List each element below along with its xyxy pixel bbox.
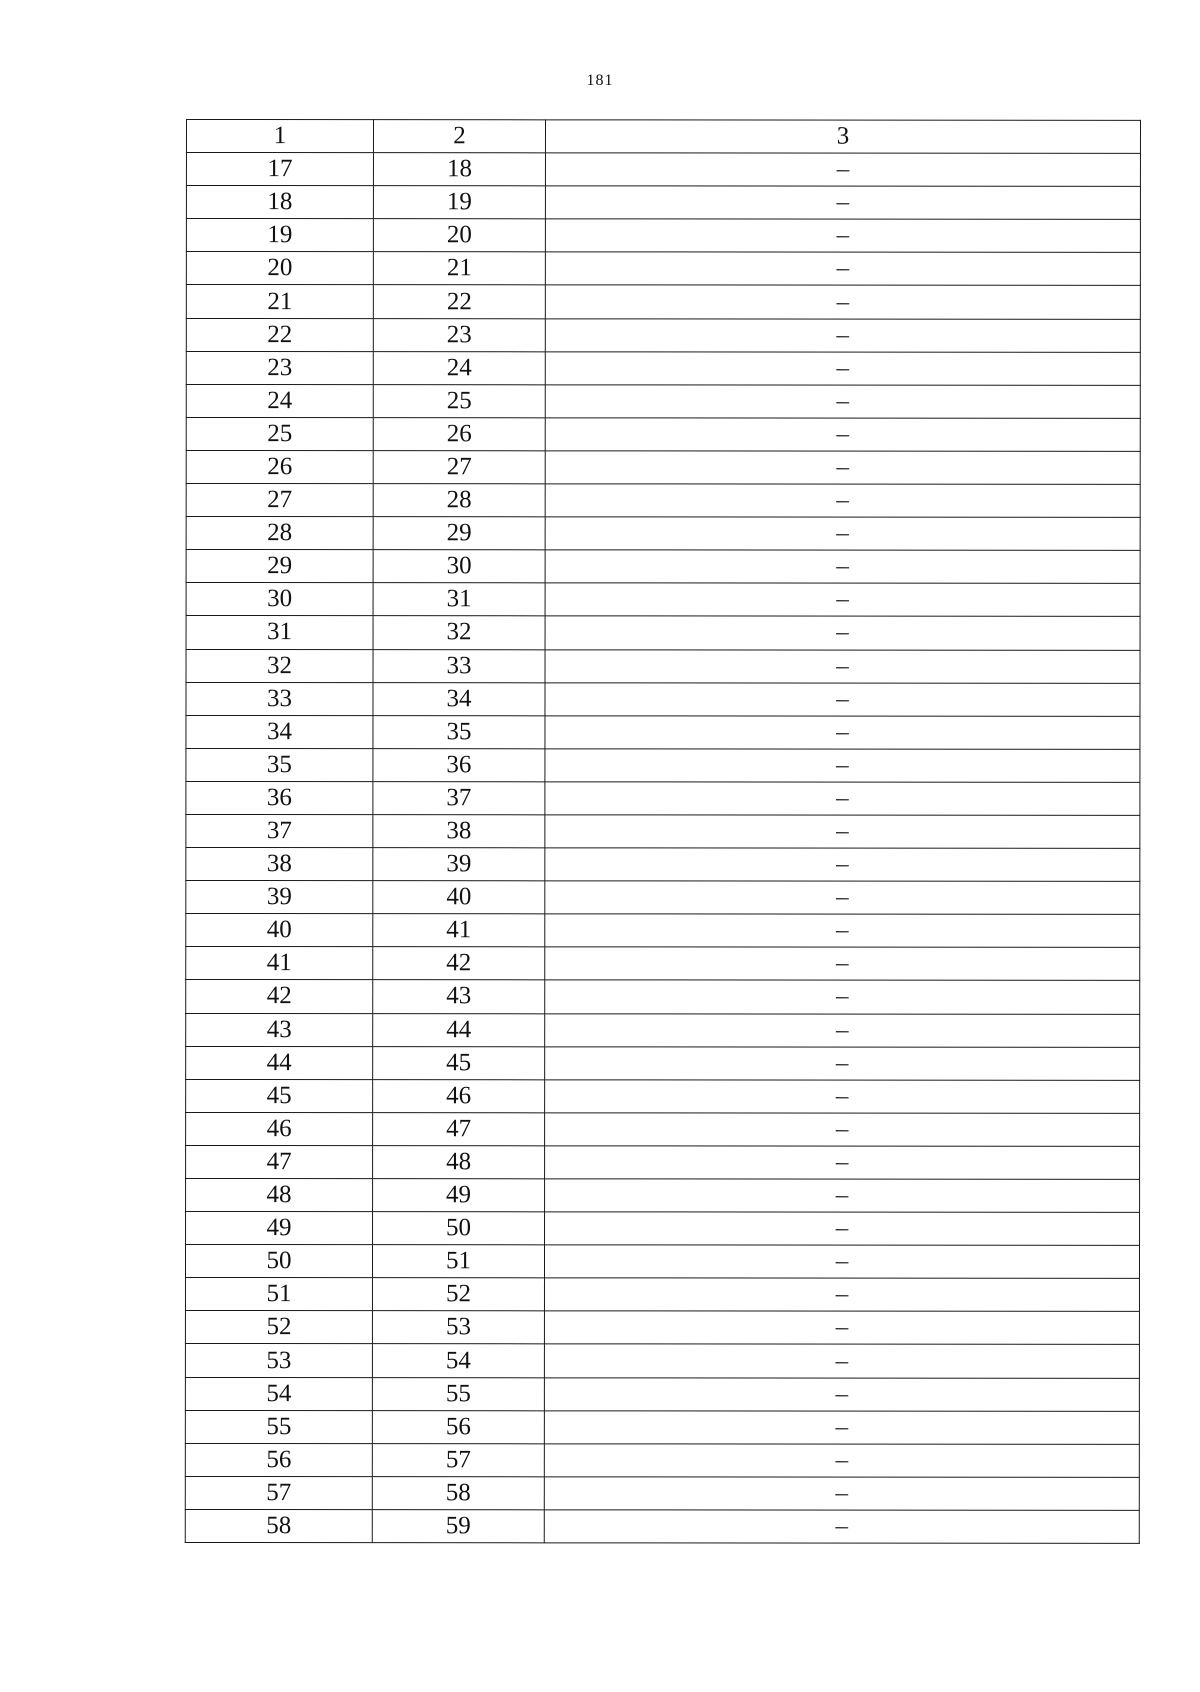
table-row [186, 583, 1140, 617]
table-row [186, 682, 1140, 716]
table-cell-col-3: – [545, 418, 1140, 452]
table-cell-col-1: 52 [185, 1311, 372, 1344]
table-cell-col-1: 45 [186, 1079, 373, 1112]
table-row [185, 1344, 1139, 1378]
table-cell-col-1: 30 [186, 583, 373, 616]
table-cell-col-2: 55 [372, 1377, 544, 1410]
table-cell-col-1: 33 [186, 682, 373, 715]
table-cell-col-2: 19 [373, 186, 545, 219]
table-cell-col-3: – [545, 1113, 1140, 1147]
table-cell-col-3: – [544, 1444, 1139, 1478]
table-row [186, 153, 1140, 187]
table-row [186, 748, 1140, 782]
table-cell-col-1: 56 [185, 1443, 372, 1476]
table-cell-col-1: 47 [186, 1145, 373, 1178]
table-cell-col-3: – [545, 1146, 1140, 1180]
table-cell-col-2: 59 [372, 1510, 544, 1543]
table-cell-col-2: 22 [373, 285, 545, 318]
table-cell-col-1: 36 [186, 781, 373, 814]
table-cell-col-2: 34 [373, 682, 545, 715]
table-row [185, 1410, 1139, 1444]
table-row [186, 517, 1140, 551]
table-cell-col-1: 19 [186, 219, 373, 252]
table-row [186, 814, 1140, 848]
table-cell-col-1: 55 [185, 1410, 372, 1443]
table-cell-col-2: 18 [373, 153, 545, 186]
table-cell-col-1: 40 [186, 914, 373, 947]
table-cell-col-2: 53 [372, 1311, 544, 1344]
table-cell-col-3: – [545, 385, 1140, 419]
table-cell-col-1: 49 [186, 1212, 373, 1245]
table-cell-col-2: 48 [373, 1146, 545, 1179]
table-cell-col-2: 56 [372, 1410, 544, 1443]
table-row [186, 450, 1140, 484]
table-cell-col-3: – [545, 716, 1140, 750]
table-cell-col-2: 43 [373, 980, 545, 1013]
table-cell-col-2: 44 [373, 1013, 545, 1046]
table-cell-col-3: – [545, 252, 1140, 286]
table-cell-col-3: – [545, 186, 1140, 220]
table-cell-col-2: 27 [373, 451, 545, 484]
table-cell-col-1: 50 [185, 1245, 372, 1278]
table-cell-col-2: 24 [373, 351, 545, 384]
table-row [186, 351, 1140, 385]
table-row [185, 1278, 1139, 1312]
table-cell-col-2: 45 [373, 1046, 545, 1079]
table-row [186, 1179, 1140, 1213]
table-cell-col-2: 26 [373, 418, 545, 451]
table-row [186, 252, 1140, 286]
table-cell-col-1: 28 [186, 517, 373, 550]
table-row [186, 1013, 1140, 1047]
table-cell-col-1: 54 [185, 1377, 372, 1410]
table-cell-col-3: – [545, 1179, 1140, 1213]
table-cell-col-3: – [545, 749, 1140, 783]
table-row [186, 318, 1140, 352]
table-cell-col-3: – [545, 947, 1140, 981]
table-cell-col-3: – [544, 1377, 1139, 1411]
table-cell-col-2: 33 [373, 649, 545, 682]
table-cell-col-1: 22 [186, 318, 373, 351]
table-cell-col-2: 37 [373, 782, 545, 815]
table-row [185, 1509, 1139, 1543]
table-cell-col-2: 58 [372, 1477, 544, 1510]
table-cell-col-3: – [544, 1510, 1139, 1544]
table-row [186, 219, 1140, 253]
table-cell-col-1: 20 [186, 252, 373, 285]
data-table [185, 119, 1141, 1544]
table-cell-col-3: – [545, 517, 1140, 551]
table-cell-col-3: – [545, 451, 1140, 485]
table-cell-col-3: – [545, 682, 1140, 716]
table-cell-col-2: 40 [373, 881, 545, 914]
table-body [185, 153, 1140, 1544]
table-row [186, 1112, 1140, 1146]
table-cell-col-2: 20 [373, 219, 545, 252]
table-cell-col-3: – [545, 219, 1140, 253]
table-cell-col-2: 29 [373, 517, 545, 550]
table-cell-col-1: 32 [186, 649, 373, 682]
table-cell-col-1: 31 [186, 616, 373, 649]
table-cell-col-1: 43 [186, 1013, 373, 1046]
table-cell-col-2: 31 [373, 583, 545, 616]
table-cell-col-3: – [545, 782, 1140, 816]
table-cell-col-1: 21 [186, 285, 373, 318]
table-row [186, 417, 1140, 451]
table-cell-col-1: 29 [186, 550, 373, 583]
table-cell-col-2: 21 [373, 252, 545, 285]
table-cell-col-2: 39 [373, 848, 545, 881]
table-cell-col-3: – [545, 318, 1140, 352]
table-cell-col-2: 41 [373, 914, 545, 947]
table-cell-col-3: – [545, 1212, 1140, 1246]
table-row [186, 285, 1140, 319]
table-cell-col-1: 57 [185, 1476, 372, 1509]
column-header-1: 1 [186, 120, 373, 153]
table-cell-col-3: – [545, 815, 1140, 849]
table-row [186, 1212, 1140, 1246]
table-cell-col-2: 25 [373, 384, 545, 417]
table-row [186, 1079, 1140, 1113]
page-number: 181 [586, 72, 614, 89]
table-row [186, 980, 1140, 1014]
table-cell-col-1: 41 [186, 947, 373, 980]
table-cell-col-3: – [544, 1245, 1139, 1279]
table-row [186, 715, 1140, 749]
table-cell-col-3: – [544, 1477, 1139, 1511]
table-cell-col-1: 35 [186, 748, 373, 781]
table-cell-col-2: 30 [373, 550, 545, 583]
table-cell-col-2: 47 [373, 1112, 545, 1145]
table-cell-col-3: – [545, 1080, 1140, 1114]
table-cell-col-3: – [545, 153, 1140, 187]
table-row [186, 914, 1140, 948]
column-header-2: 2 [373, 120, 545, 153]
table-cell-col-1: 25 [186, 417, 373, 450]
table-row [186, 484, 1140, 518]
table-cell-col-3: – [545, 848, 1140, 882]
table-cell-col-1: 23 [186, 351, 373, 384]
table-cell-col-2: 57 [372, 1443, 544, 1476]
table-cell-col-2: 36 [373, 748, 545, 781]
table-cell-col-3: – [544, 1278, 1139, 1312]
table-row [186, 649, 1140, 683]
table-cell-col-2: 35 [373, 715, 545, 748]
table-cell-col-1: 17 [186, 153, 373, 186]
table-cell-col-2: 32 [373, 616, 545, 649]
table-cell-col-2: 50 [373, 1212, 545, 1245]
table-cell-col-1: 46 [186, 1112, 373, 1145]
table-cell-col-2: 46 [373, 1079, 545, 1112]
column-header-3: 3 [545, 120, 1140, 154]
table-cell-col-3: – [545, 351, 1140, 385]
table-cell-col-3: – [545, 1013, 1140, 1047]
table-cell-col-3: – [545, 550, 1140, 584]
table-cell-col-1: 38 [186, 848, 373, 881]
table-cell-col-2: 49 [373, 1179, 545, 1212]
table-cell-col-1: 39 [186, 881, 373, 914]
table-cell-col-1: 58 [185, 1509, 372, 1542]
table-cell-col-2: 52 [372, 1278, 544, 1311]
table-row [185, 1245, 1139, 1279]
table-cell-col-2: 28 [373, 484, 545, 517]
data-table-container [185, 119, 1141, 1544]
table-cell-col-2: 38 [373, 815, 545, 848]
table-row [186, 781, 1140, 815]
table-cell-col-1: 53 [185, 1344, 372, 1377]
table-cell-col-3: – [544, 1344, 1139, 1378]
table-row [186, 1145, 1140, 1179]
table-cell-col-1: 42 [186, 980, 373, 1013]
table-cell-col-3: – [545, 914, 1140, 948]
table-cell-col-1: 18 [186, 186, 373, 219]
table-cell-col-2: 54 [372, 1344, 544, 1377]
table-cell-col-1: 51 [185, 1278, 372, 1311]
table-row [186, 384, 1140, 418]
table-cell-col-1: 27 [186, 484, 373, 517]
table-cell-col-2: 51 [372, 1245, 544, 1278]
table-cell-col-1: 37 [186, 814, 373, 847]
table-cell-col-3: – [545, 649, 1140, 683]
table-row [186, 616, 1140, 650]
table-cell-col-2: 23 [373, 318, 545, 351]
table-cell-col-1: 26 [186, 450, 373, 483]
table-row [186, 881, 1140, 915]
table-cell-col-2: 42 [373, 947, 545, 980]
table-cell-col-3: – [545, 1046, 1140, 1080]
table-cell-col-1: 48 [186, 1179, 373, 1212]
table-row [186, 947, 1140, 981]
table-cell-col-3: – [544, 1410, 1139, 1444]
table-row [186, 848, 1140, 882]
table-cell-col-3: – [545, 484, 1140, 518]
table-cell-col-1: 44 [186, 1046, 373, 1079]
table-row [185, 1476, 1139, 1510]
table-cell-col-3: – [545, 881, 1140, 915]
table-cell-col-3: – [544, 1311, 1139, 1345]
table-header-row [186, 120, 1140, 154]
table-row [186, 1046, 1140, 1080]
table-cell-col-3: – [545, 285, 1140, 319]
table-row [186, 550, 1140, 584]
table-row [185, 1311, 1139, 1345]
table-cell-col-3: – [545, 980, 1140, 1014]
table-cell-col-3: – [545, 616, 1140, 650]
table-cell-col-3: – [545, 583, 1140, 617]
table-row [185, 1377, 1139, 1411]
table-row [185, 1443, 1139, 1477]
table-cell-col-1: 34 [186, 715, 373, 748]
table-cell-col-1: 24 [186, 384, 373, 417]
table-row [186, 186, 1140, 220]
